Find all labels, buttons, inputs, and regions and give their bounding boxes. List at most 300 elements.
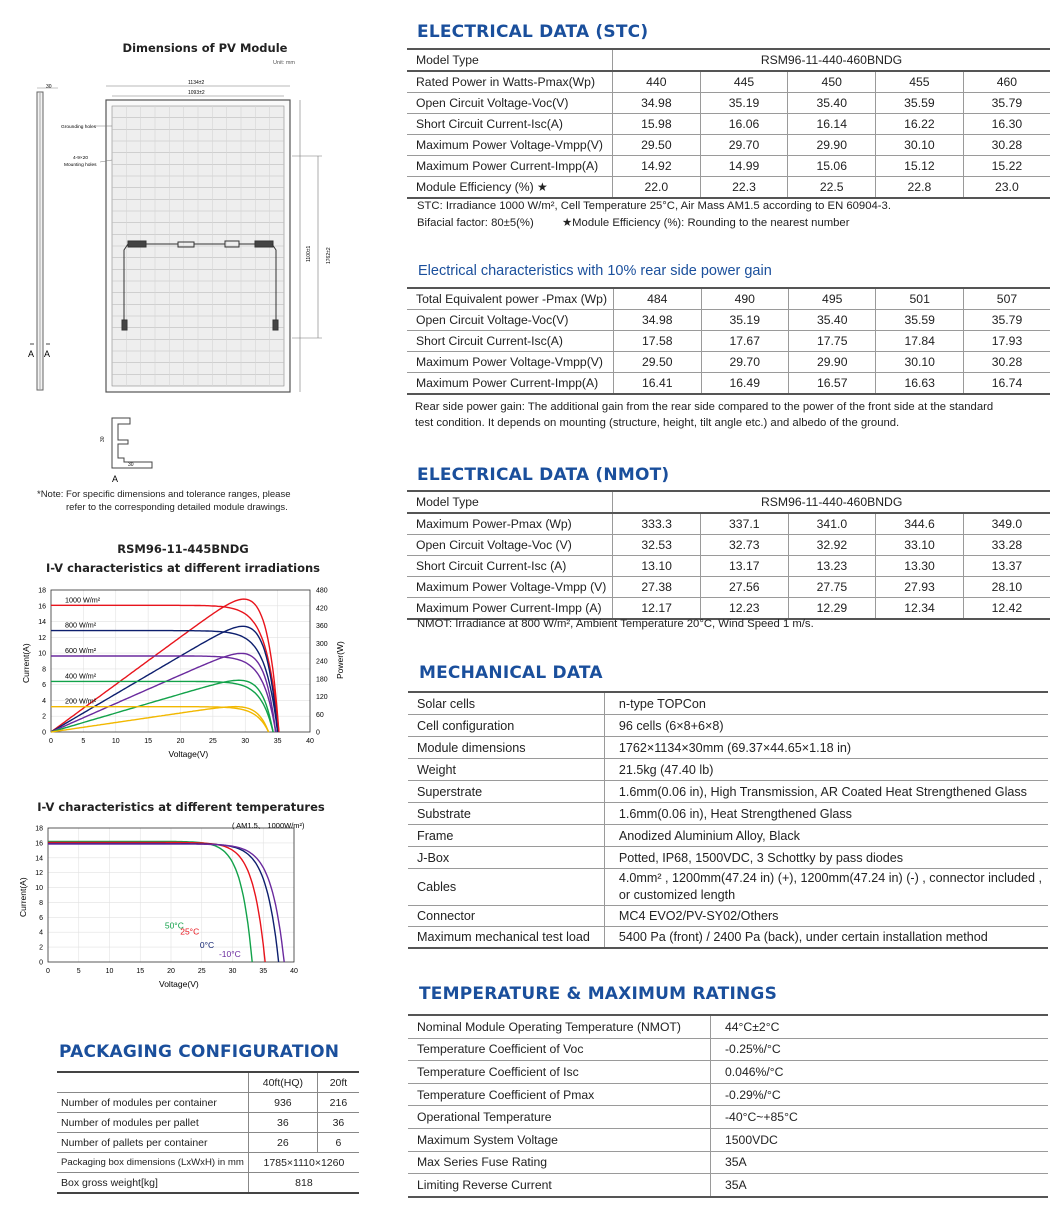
series-label: 600 W/m²	[65, 645, 97, 655]
iv-irr-title: I-V characteristics at different irradiations	[45, 561, 321, 575]
row-value: 16.63	[876, 373, 963, 395]
row-value: 460	[963, 71, 1050, 93]
series-label: 25°C	[180, 926, 200, 937]
y-tick-label: 16	[35, 840, 43, 848]
row-value: 16.49	[701, 373, 788, 395]
table-row	[408, 869, 1048, 906]
row-value: 23.0	[963, 177, 1050, 199]
module-drawing	[0, 0, 400, 520]
table-cell: Box gross weight[kg]	[57, 1173, 248, 1194]
x-tick-label: 25	[208, 738, 217, 745]
rear-gain-title: Electrical characteristics with 10% rear side power gain	[418, 263, 772, 279]
row-label: Cables	[408, 869, 604, 906]
y2-tick-label: 420	[316, 605, 328, 613]
table-row	[407, 331, 1050, 352]
mech-table	[408, 691, 1048, 949]
row-value: 35.40	[788, 310, 875, 331]
row-value: 14.99	[700, 156, 788, 177]
width-inner-label: 1093±2	[188, 90, 205, 96]
packaging-table	[57, 1071, 359, 1194]
row-label: Maximum Power Current-Impp (A)	[407, 598, 613, 620]
row-value: 44°C±2°C	[711, 1015, 1049, 1038]
iv-irr-model: RSM96-11-445BNDG	[117, 542, 249, 556]
table-row	[57, 1072, 359, 1093]
row-value: 30.28	[963, 352, 1050, 373]
x-tick-label: 0	[49, 738, 53, 745]
row-value: 445	[700, 71, 788, 93]
row-value: 15.06	[788, 156, 876, 177]
row-value: 13.23	[788, 556, 876, 577]
row-value: 21.5kg (47.40 lb)	[604, 759, 1048, 781]
row-value: 17.75	[788, 331, 875, 352]
row-label: Maximum Power Voltage-Vmpp(V)	[407, 352, 614, 373]
row-value: 17.58	[614, 331, 701, 352]
x-tick-label: 15	[144, 738, 153, 745]
table-row	[407, 513, 1050, 535]
row-label: Short Circuit Current-Isc (A)	[407, 556, 613, 577]
row-value: 17.67	[701, 331, 788, 352]
frame-section	[112, 418, 152, 468]
row-value: 5400 Pa (front) / 2400 Pa (back), under certain installation method	[604, 927, 1048, 949]
row-value: Anodized Aluminium Alloy, Black	[604, 825, 1048, 847]
y-axis-label: Current(A)	[21, 643, 31, 683]
drawing-note-2: refer to the corresponding detailed module drawings.	[66, 502, 288, 513]
dimensions-title: Dimensions of PV Module	[122, 41, 288, 55]
row-value: 30.10	[876, 352, 963, 373]
row-value: 29.70	[700, 135, 788, 156]
table-row	[407, 373, 1050, 395]
row-label: Temperature Coefficient of Voc	[408, 1038, 711, 1061]
table-row	[408, 692, 1048, 715]
row-value: 14.92	[613, 156, 701, 177]
row-value: 30.28	[963, 135, 1050, 156]
row-value: 32.92	[788, 535, 876, 556]
row-value: 35A	[711, 1151, 1049, 1174]
y-tick-label: 14	[38, 619, 46, 627]
chart-conditions: ( AM1.5、 1000W/m²)	[232, 821, 305, 830]
row-label: Maximum Power Voltage-Vmpp(V)	[407, 135, 613, 156]
table-row	[407, 156, 1050, 177]
iv-curve	[51, 656, 276, 732]
table-row	[57, 1093, 359, 1113]
row-value: 35.59	[876, 93, 964, 114]
table-cell: 936	[248, 1093, 317, 1113]
table-cell: 40ft(HQ)	[248, 1072, 317, 1093]
row-label: Substrate	[408, 803, 604, 825]
y-tick-label: 10	[38, 650, 46, 658]
row-value: 490	[701, 288, 788, 310]
row-value: 344.6	[876, 513, 964, 535]
row-label: Maximum System Voltage	[408, 1128, 711, 1151]
section-a-left: A	[28, 349, 35, 359]
row-value: 29.50	[613, 135, 701, 156]
row-value: -0.29%/°C	[711, 1083, 1049, 1106]
row-label: Operational Temperature	[408, 1106, 711, 1129]
row-value: n-type TOPCon	[604, 692, 1048, 715]
grounding-holes-label: Grounding holes	[61, 125, 97, 130]
row-label: Weight	[408, 759, 604, 781]
table-cell: 20ft	[317, 1072, 359, 1093]
nmot-table	[407, 490, 1050, 620]
row-value: 12.23	[700, 598, 788, 620]
table-row	[408, 737, 1048, 759]
x-tick-label: 20	[176, 738, 185, 745]
row-value: -0.25%/°C	[711, 1038, 1049, 1061]
table-row	[407, 535, 1050, 556]
table-row	[407, 288, 1050, 310]
x-tick-label: 35	[273, 738, 282, 745]
y2-tick-label: 360	[316, 623, 328, 630]
nmot-title: ELECTRICAL DATA (NMOT)	[417, 465, 670, 485]
row-label: Maximum Power Voltage-Vmpp (V)	[407, 577, 613, 598]
table-row	[408, 1174, 1048, 1197]
y-tick-label: 12	[35, 870, 43, 878]
table-row	[57, 1133, 359, 1153]
row-label: Cell configuration	[408, 715, 604, 737]
table-row	[57, 1113, 359, 1133]
y-tick-label: 10	[35, 885, 43, 893]
row-value: 29.70	[701, 352, 788, 373]
row-label: Rated Power in Watts-Pmax(Wp)	[407, 71, 613, 93]
row-value: 17.93	[963, 331, 1050, 352]
dimension-drawing-section	[0, 0, 400, 520]
y-tick-label: 2	[39, 944, 43, 952]
row-value: Potted, IP68, 1500VDC, 3 Schottky by pass diodes	[604, 847, 1048, 869]
stc-note-1: STC: Irradiance 1000 W/m², Cell Temperature 25°C, Air Mass AM1.5 according to EN 60904-3.	[417, 200, 891, 212]
row-value: 22.8	[876, 177, 964, 199]
row-value: 96 cells (6×8+6×8)	[604, 715, 1048, 737]
table-row	[407, 71, 1050, 93]
row-value: 30.10	[876, 135, 964, 156]
row-value: 34.98	[614, 310, 701, 331]
row-label: Solar cells	[408, 692, 604, 715]
row-label: Superstrate	[408, 781, 604, 803]
table-cell: 818	[248, 1173, 359, 1194]
row-value: 22.3	[700, 177, 788, 199]
row-value: 35.59	[876, 310, 963, 331]
row-value: 27.93	[876, 577, 964, 598]
table-row	[408, 1038, 1048, 1061]
table-row	[407, 491, 1050, 513]
frame-height-label: 30	[100, 436, 106, 442]
row-value: 35A	[711, 1174, 1049, 1197]
row-value: 16.57	[788, 373, 875, 395]
x-tick-label: 40	[290, 968, 298, 975]
table-row	[408, 1061, 1048, 1084]
row-value: 12.42	[963, 598, 1050, 620]
row-value	[604, 869, 1048, 906]
row-value: 35.19	[700, 93, 788, 114]
rear-gain-table	[407, 287, 1050, 395]
row-value: -40°C~+85°C	[711, 1106, 1049, 1129]
x-tick-label: 0	[46, 968, 50, 975]
rear-note-1: Rear side power gain: The additional gain from the rear side compared to the power of the front side at the standard	[415, 401, 994, 413]
table-row	[407, 93, 1050, 114]
row-value: 495	[788, 288, 875, 310]
table-cell: RSM96-11-440-460BNDG	[613, 491, 1050, 513]
row-value: MC4 EVO2/PV-SY02/Others	[604, 906, 1048, 927]
y-tick-label: 12	[38, 634, 46, 642]
table-row	[408, 1015, 1048, 1038]
table-cell: 6	[317, 1133, 359, 1153]
row-label: Open Circuit Voltage-Voc (V)	[407, 535, 613, 556]
x-tick-label: 35	[259, 968, 268, 975]
iv-curve	[48, 844, 284, 962]
row-value: 1.6mm(0.06 in), High Transmission, AR Coated Heat Strengthened Glass	[604, 781, 1048, 803]
table-cell: 26	[248, 1133, 317, 1153]
table-cell: 36	[317, 1113, 359, 1133]
row-label: Max Series Fuse Rating	[408, 1151, 711, 1174]
row-label: Total Equivalent power -Pmax (Wp)	[407, 288, 614, 310]
row-value: 27.38	[613, 577, 701, 598]
table-row	[408, 803, 1048, 825]
y2-tick-label: 0	[316, 729, 320, 737]
table-row	[408, 759, 1048, 781]
row-value: 337.1	[700, 513, 788, 535]
row-value: 12.17	[613, 598, 701, 620]
y2-tick-label: 180	[316, 676, 328, 684]
row-value: 22.0	[613, 177, 701, 199]
row-label: Frame	[408, 825, 604, 847]
row-value: 35.79	[963, 310, 1050, 331]
table-row	[408, 1083, 1048, 1106]
depth-label: 30	[46, 84, 52, 90]
x-tick-label: 10	[111, 738, 120, 745]
row-value: 27.75	[788, 577, 876, 598]
row-value: 29.50	[614, 352, 701, 373]
x-axis-label: Voltage(V)	[168, 749, 209, 759]
table-cell: 1785×1110×1260	[248, 1153, 359, 1173]
table-row	[408, 847, 1048, 869]
row-label: Connector	[408, 906, 604, 927]
row-label: Temperature Coefficient of Pmax	[408, 1083, 711, 1106]
row-value: 16.14	[788, 114, 876, 135]
y-tick-label: 0	[39, 959, 43, 967]
table-row	[408, 1106, 1048, 1129]
stc-title: ELECTRICAL DATA (STC)	[417, 22, 649, 42]
row-value: 16.74	[963, 373, 1050, 395]
table-row	[407, 49, 1050, 71]
row-label: Temperature Coefficient of Isc	[408, 1061, 711, 1084]
table-cell: Number of modules per container	[57, 1093, 248, 1113]
height-inner-label: 1100±1	[306, 245, 312, 262]
row-label: Maximum Power Current-Impp(A)	[407, 156, 613, 177]
row-value: 33.10	[876, 535, 964, 556]
row-label: Module dimensions	[408, 737, 604, 759]
table-cell: Model Type	[407, 491, 613, 513]
row-value: 34.98	[613, 93, 701, 114]
nmot-note: NMOT: Irradiance at 800 W/m², Ambient Temperature 20°C, Wind Speed 1 m/s.	[417, 618, 814, 630]
row-label: Maximum Power Current-Impp(A)	[407, 373, 614, 395]
y-tick-label: 2	[42, 713, 46, 721]
x-tick-label: 40	[306, 738, 314, 745]
series-label: 50°C	[164, 920, 184, 931]
row-label: Maximum Power-Pmax (Wp)	[407, 513, 613, 535]
series-label: 200 W/m²	[65, 696, 97, 706]
row-label: Short Circuit Current-Isc(A)	[407, 331, 614, 352]
table-row	[407, 556, 1050, 577]
series-label: -10°C	[218, 948, 241, 959]
stc-table	[407, 48, 1050, 199]
rear-note-2: test condition. It depends on mounting (structure, height, tilt angle etc.) and albedo of the ground.	[415, 417, 900, 429]
y2-tick-label: 480	[316, 587, 328, 595]
width-outer-label: 1134±2	[188, 80, 205, 86]
row-label: Limiting Reverse Current	[408, 1174, 711, 1197]
mech-title: MECHANICAL DATA	[419, 663, 603, 683]
table-cell: 216	[317, 1093, 359, 1113]
row-value: 15.98	[613, 114, 701, 135]
row-value: 32.53	[613, 535, 701, 556]
row-value: 1762×1134×30mm (69.37×44.65×1.18 in)	[604, 737, 1048, 759]
stc-note-2b: ★Module Efficiency (%): Rounding to the nearest number	[562, 217, 850, 229]
row-label: Short Circuit Current-Isc(A)	[407, 114, 613, 135]
row-value: 12.29	[788, 598, 876, 620]
row-value: 440	[613, 71, 701, 93]
table-cell: Number of pallets per container	[57, 1133, 248, 1153]
x-tick-label: 30	[228, 968, 237, 975]
table-row	[408, 715, 1048, 737]
row-value: 13.30	[876, 556, 964, 577]
iv-irradiance-chart	[0, 578, 370, 778]
table-row	[408, 927, 1048, 949]
x-tick-label: 25	[197, 968, 206, 975]
table-row	[408, 906, 1048, 927]
row-value: 1.6mm(0.06 in), Heat Strengthened Glass	[604, 803, 1048, 825]
row-label: J-Box	[408, 847, 604, 869]
iv-temperature-chart	[0, 816, 370, 1000]
section-a-bottom: A	[112, 474, 119, 484]
y-axis-label: Current(A)	[18, 877, 28, 917]
table-row	[407, 352, 1050, 373]
y-tick-label: 6	[42, 682, 46, 690]
table-cell	[57, 1072, 248, 1093]
x-tick-label: 30	[241, 738, 250, 745]
row-value: 22.5	[788, 177, 876, 199]
row-value: 33.28	[963, 535, 1050, 556]
row-value: 0.046%/°C	[711, 1061, 1049, 1084]
y2-tick-label: 60	[316, 711, 324, 719]
section-a-right: A	[44, 349, 51, 359]
power-curve	[51, 653, 276, 732]
table-row	[408, 781, 1048, 803]
y-tick-label: 8	[39, 899, 43, 907]
row-value: 16.22	[876, 114, 964, 135]
y-tick-label: 0	[42, 729, 46, 737]
row-value: 341.0	[788, 513, 876, 535]
side-view	[37, 88, 58, 390]
row-value: 16.30	[963, 114, 1050, 135]
cables-line-1: 4.0mm² , 1200mm(47.24 in) (+), 1200mm(47.24 in) (-) , connector included ,	[618, 871, 1042, 885]
row-value: 35.19	[701, 310, 788, 331]
x-tick-label: 10	[105, 968, 114, 975]
row-value: 29.90	[788, 352, 875, 373]
table-row	[407, 177, 1050, 199]
packaging-title: PACKAGING CONFIGURATION	[59, 1042, 340, 1062]
row-value: 12.34	[876, 598, 964, 620]
table-row	[408, 1151, 1048, 1174]
drawing-note-1: *Note: For specific dimensions and tolerance ranges, please	[37, 489, 291, 500]
iv-temp-title: I-V characteristics at different temperatures	[37, 800, 325, 814]
row-value: 1500VDC	[711, 1128, 1049, 1151]
row-value: 15.12	[876, 156, 964, 177]
y-tick-label: 6	[39, 914, 43, 922]
row-label: Open Circuit Voltage-Voc(V)	[407, 310, 614, 331]
row-value: 507	[963, 288, 1050, 310]
y-tick-label: 8	[42, 666, 46, 674]
x-tick-label: 5	[76, 968, 81, 975]
row-value: 15.22	[963, 156, 1050, 177]
series-label: 1000 W/m²	[65, 595, 101, 605]
y-tick-label: 4	[39, 929, 43, 937]
x-axis-label: Voltage(V)	[159, 979, 199, 989]
row-label: Module Efficiency (%) ★	[407, 177, 613, 199]
table-cell: 36	[248, 1113, 317, 1133]
frame-width-label: 30	[128, 462, 134, 468]
y2-tick-label: 300	[316, 640, 328, 648]
x-tick-label: 15	[136, 968, 145, 975]
mounting-holes-label: Mounting holes	[64, 163, 97, 168]
table-cell: Packaging box dimensions (LxWxH) in mm	[57, 1153, 248, 1173]
y-tick-label: 18	[35, 825, 43, 833]
unit-label: Unit: mm	[273, 60, 295, 66]
stc-note-2a: Bifacial factor: 80±5(%)	[417, 217, 534, 229]
row-value: 349.0	[963, 513, 1050, 535]
row-value: 32.73	[700, 535, 788, 556]
row-value: 35.40	[788, 93, 876, 114]
y-tick-label: 16	[38, 603, 46, 611]
y2-tick-label: 240	[316, 658, 328, 666]
y-tick-label: 18	[38, 587, 46, 595]
x-tick-label: 20	[167, 968, 175, 975]
x-tick-label: 5	[81, 738, 86, 745]
table-row	[407, 577, 1050, 598]
row-value: 16.06	[700, 114, 788, 135]
row-label: Nominal Module Operating Temperature (NMOT)	[408, 1015, 711, 1038]
table-row	[57, 1173, 359, 1194]
table-row	[408, 825, 1048, 847]
table-row	[57, 1153, 359, 1173]
table-cell: Model Type	[407, 49, 613, 71]
table-cell: RSM96-11-440-460BNDG	[613, 49, 1051, 71]
row-value: 29.90	[788, 135, 876, 156]
table-cell: Number of modules per pallet	[57, 1113, 248, 1133]
row-value: 16.41	[614, 373, 701, 395]
table-row	[408, 1128, 1048, 1151]
series-label: 400 W/m²	[65, 671, 97, 681]
y-tick-label: 14	[35, 855, 43, 863]
row-label: Maximum mechanical test load	[408, 927, 604, 949]
row-value: 501	[876, 288, 963, 310]
table-row	[407, 114, 1050, 135]
row-value: 13.10	[613, 556, 701, 577]
y-tick-label: 4	[42, 697, 46, 705]
row-value: 484	[614, 288, 701, 310]
height-outer-label: 1762±2	[326, 247, 332, 264]
row-value: 450	[788, 71, 876, 93]
row-value: 17.84	[876, 331, 963, 352]
y2-axis-label: Power(W)	[335, 641, 345, 679]
cables-line-2: or customized length	[618, 888, 736, 902]
row-value: 27.56	[700, 577, 788, 598]
series-label: 800 W/m²	[65, 620, 97, 630]
table-row	[407, 310, 1050, 331]
temp-table	[408, 1014, 1048, 1198]
table-row	[407, 135, 1050, 156]
row-value: 13.17	[700, 556, 788, 577]
row-value: 333.3	[613, 513, 701, 535]
mounting-holes-size: 4-9×20	[73, 156, 89, 161]
y2-tick-label: 120	[316, 694, 328, 701]
